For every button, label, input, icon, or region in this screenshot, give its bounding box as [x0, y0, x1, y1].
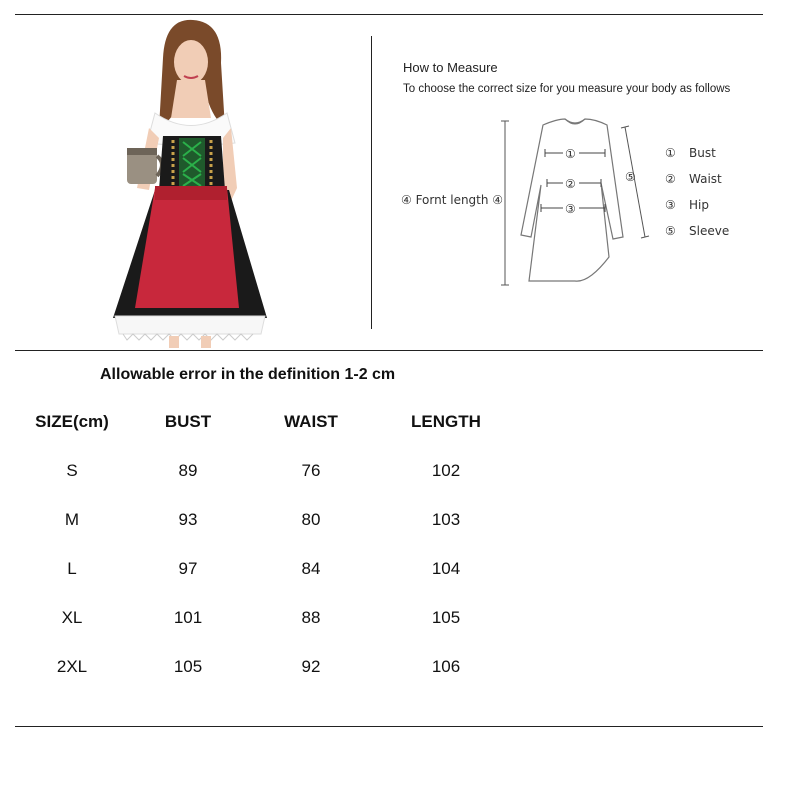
- legend-num-sleeve: ⑤: [665, 224, 676, 238]
- dress-measure-diagram: [395, 105, 765, 295]
- cell-waist: 92: [301, 657, 321, 676]
- bust-marker: ①: [565, 147, 576, 161]
- cell-size: S: [66, 461, 78, 480]
- vertical-divider: [371, 36, 372, 329]
- table-row: [0, 645, 560, 694]
- cell-size: 2XL: [56, 657, 88, 676]
- sleeve-marker: ⑤: [625, 170, 636, 184]
- cell-waist: 80: [301, 510, 321, 529]
- product-photo: [85, 18, 290, 348]
- legend-label-sleeve: Sleeve: [689, 224, 730, 238]
- cell-bust: 93: [178, 510, 198, 529]
- cell-waist: 88: [301, 608, 321, 627]
- legend-num-waist: ②: [665, 172, 676, 186]
- waist-marker: ②: [565, 177, 576, 191]
- how-to-measure-panel: [395, 55, 765, 295]
- cell-size: L: [67, 559, 77, 578]
- size-table: [0, 400, 560, 694]
- legend-label-hip: Hip: [689, 198, 709, 212]
- measure-legend: [665, 146, 729, 238]
- header-length: LENGTH: [411, 412, 481, 431]
- cell-length: 104: [431, 559, 461, 578]
- legend-num-hip: ③: [665, 198, 676, 212]
- cell-length: 103: [431, 510, 461, 529]
- front-length-label: ④ Fornt length ④: [401, 193, 504, 207]
- cell-length: 105: [431, 608, 461, 627]
- cell-length: 102: [431, 461, 461, 480]
- bottom-divider: [15, 726, 763, 727]
- header-bust: BUST: [164, 412, 212, 431]
- cell-size: XL: [61, 608, 83, 627]
- legend-label-waist: Waist: [689, 172, 722, 186]
- measure-title: How to Measure: [403, 60, 498, 75]
- top-divider: [15, 14, 763, 15]
- table-row: [0, 498, 560, 547]
- cell-waist: 84: [301, 559, 321, 578]
- table-row: [0, 449, 560, 498]
- header-size: SIZE(cm): [35, 412, 109, 431]
- allowable-error-note: Allowable error in the definition 1-2 cm: [100, 366, 396, 383]
- cell-length: 106: [431, 657, 461, 676]
- cell-bust: 101: [173, 608, 203, 627]
- measure-subtitle: To choose the correct size for you measure your body as follows: [403, 83, 731, 95]
- table-row: [0, 547, 560, 596]
- table-row: [0, 596, 560, 645]
- middle-divider: [15, 350, 763, 351]
- cell-waist: 76: [301, 461, 321, 480]
- cell-size: M: [64, 510, 80, 529]
- cell-bust: 89: [178, 461, 198, 480]
- table-header-row: [0, 400, 560, 449]
- hip-marker: ③: [565, 202, 576, 216]
- header-waist: WAIST: [284, 412, 338, 431]
- cell-bust: 105: [173, 657, 203, 676]
- legend-label-bust: Bust: [689, 146, 716, 160]
- legend-num-bust: ①: [665, 146, 676, 160]
- cell-bust: 97: [178, 559, 198, 578]
